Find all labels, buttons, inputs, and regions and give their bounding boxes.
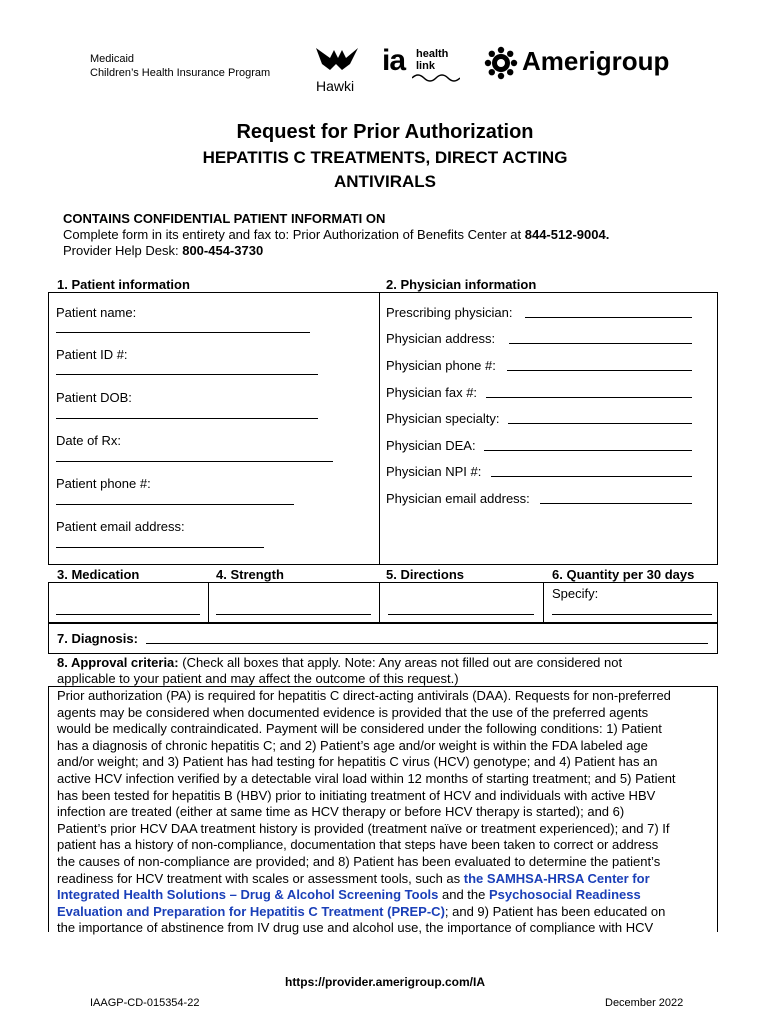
criteria-line: Patient’s prior HCV DAA treatment history is provided (treatment naïve or treatment experienced); and 7) If [57,820,670,836]
approval-note-line2: applicable to your patient and may affect the outcome of this request.) [57,671,459,686]
criteria-text: readiness for HCV treatment with scales or assessment tools, such as [57,870,464,886]
patient-dob-field[interactable] [56,418,318,419]
hawki-label: Hawki [316,78,355,94]
quantity-field[interactable] [552,614,712,615]
ia-health-text: health [416,48,449,60]
criteria-line-14 [57,904,717,921]
ia-link-text: link [416,60,435,72]
criteria-line-13 [57,887,717,904]
medication-heading: 3. Medication [57,567,140,582]
patient-dob-label: Patient DOB: [56,390,132,405]
patient-email-field[interactable] [56,547,264,548]
starburst-icon [484,46,518,80]
section-divider [379,292,380,564]
patient-id-label: Patient ID #: [56,347,128,362]
criteria-line: patient has a history of non-compliance, documentation that steps have been taken to correct or address [57,837,659,853]
criteria-text: and the [438,887,489,903]
date-of-rx-field[interactable] [56,461,333,462]
hawk-icon [312,44,362,74]
med-divider-1 [208,582,209,623]
date-of-rx-label: Date of Rx: [56,433,122,448]
ia-mark: ia [382,44,406,77]
med-divider-2 [379,582,380,623]
patient-name-field[interactable] [56,332,310,333]
diagnosis-box [48,622,718,654]
patient-phone-label: Patient phone #: [56,476,151,491]
physician-fax-field[interactable] [486,397,692,398]
help-desk-number: 800-454-3730 [182,243,264,258]
physician-phone-label: Physician phone #: [386,358,496,373]
physician-email-label: Physician email address: [386,491,530,506]
specify-label: Specify: [552,586,599,601]
criteria-line: infection are treated (either at same time as HCV therapy or before HCV therapy is started); and 6) [57,804,625,820]
criteria-line: active HCV infection verified by a detectable viral load within 12 months of starting treatment; and 5) Patient [57,770,676,786]
section-physician-heading: 2. Physician information [386,277,537,292]
patient-phone-field[interactable] [56,504,294,505]
criteria-text: ; and 9) Patient has been educated on [444,903,666,919]
amerigroup-label: Amerigroup [522,46,670,76]
samhsa-link-cont[interactable]: Integrated Health Solutions – Drug & Alcohol Screening Tools [57,887,439,903]
form-title: Request for Prior Authorization [236,121,534,143]
strength-field[interactable] [216,614,371,615]
physician-address-field[interactable] [509,343,692,344]
prescribing-physician-field[interactable] [525,317,692,318]
physician-specialty-field[interactable] [508,423,692,424]
directions-field[interactable] [388,614,534,615]
samhsa-link[interactable]: the SAMHSA-HRSA Center for [463,870,650,886]
diagnosis-label: 7. Diagnosis: [57,631,138,646]
physician-dea-label: Physician DEA: [386,438,476,453]
footer-date: December 2022 [605,997,684,1009]
medication-field[interactable] [56,614,200,615]
program-line-chip: Children’s Health Insurance Program [90,67,271,79]
confidential-notice: CONTAINS CONFIDENTIAL PATIENT INFORMATI ON [63,211,386,226]
patient-id-field[interactable] [56,374,318,375]
criteria-line: and/or weight; and 3) Patient has had testing for hepatitis C virus (HCV) genotype; and 4) Patient has an [57,754,658,770]
prep-c-link[interactable]: Psychosocial Readiness [488,887,641,903]
footer-doc-code: IAAGP-CD-015354-22 [90,997,200,1009]
program-line-medicaid: Medicaid [90,53,135,65]
prep-c-link-cont[interactable]: Evaluation and Preparation for Hepatitis C Treatment (PREP-C) [57,903,445,919]
criteria-line: would be medically contraindicated. Payment will be considered under the following conditions: 1) Patient [57,721,662,737]
criteria-line: the causes of non-compliance are provided; and 8) Patient has been evaluated to determine the patient’s [57,853,661,869]
diagnosis-field[interactable] [146,643,708,644]
ia-health-link-logo [382,46,464,82]
physician-fax-label: Physician fax #: [386,385,478,400]
physician-npi-label: Physician NPI #: [386,464,482,479]
form-subtitle-line1: HEPATITIS C TREATMENTS, DIRECT ACTING [202,148,568,167]
squiggle-icon [412,72,460,82]
criteria-line-12 [57,871,717,888]
amerigroup-logo [484,44,684,84]
approval-criteria-text [57,688,717,937]
physician-address-label: Physician address: [386,331,496,346]
patient-name-label: Patient name: [56,305,137,320]
form-subtitle-line2: ANTIVIRALS [334,172,436,191]
criteria-line: has a diagnosis of chronic hepatitis C; and 2) Patient’s age and/or weight is within the FDA labeled age [57,737,648,753]
section-patient-heading: 1. Patient information [57,277,190,292]
criteria-line-15: the importance of abstinence from IV drug use and alcohol use, the importance of compliance with HCV [57,920,654,936]
fax-number: 844-512-9004. [524,227,610,242]
criteria-line: has been tested for hepatitis B (HBV) prior to initiating treatment of HCV and individuals with active HBV [57,787,656,803]
fax-instruction [63,227,609,242]
physician-email-field[interactable] [540,503,692,504]
strength-heading: 4. Strength [216,567,284,582]
fax-instruction-text: Complete form in its entirety and fax to: Prior Authorization of Benefits Center at [63,227,525,242]
patient-email-label: Patient email address: [56,519,185,534]
criteria-line: Prior authorization (PA) is required for hepatitis C direct-acting antivirals (DAA). Requests for non-preferred [57,688,671,703]
help-desk [63,243,263,258]
approval-heading-line [57,655,622,670]
approval-note: (Check all boxes that apply. Note: Any areas not filled out are considered not [178,655,623,670]
hawki-logo [312,44,362,94]
medication-box [48,582,718,624]
prescribing-physician-label: Prescribing physician: [386,305,513,320]
directions-heading: 5. Directions [386,567,465,582]
help-desk-label: Provider Help Desk: [63,243,183,258]
physician-npi-field[interactable] [491,476,692,477]
physician-specialty-label: Physician specialty: [386,411,500,426]
criteria-line: agents may be considered when documented evidence is provided that the use of the preferred agents [57,704,649,720]
approval-heading: 8. Approval criteria: [57,655,179,670]
quantity-heading: 6. Quantity per 30 days [552,567,695,582]
med-divider-3 [543,582,544,623]
footer-url[interactable]: https://provider.amerigroup.com/IA [284,975,486,989]
physician-phone-field[interactable] [507,370,692,371]
physician-dea-field[interactable] [484,450,692,451]
